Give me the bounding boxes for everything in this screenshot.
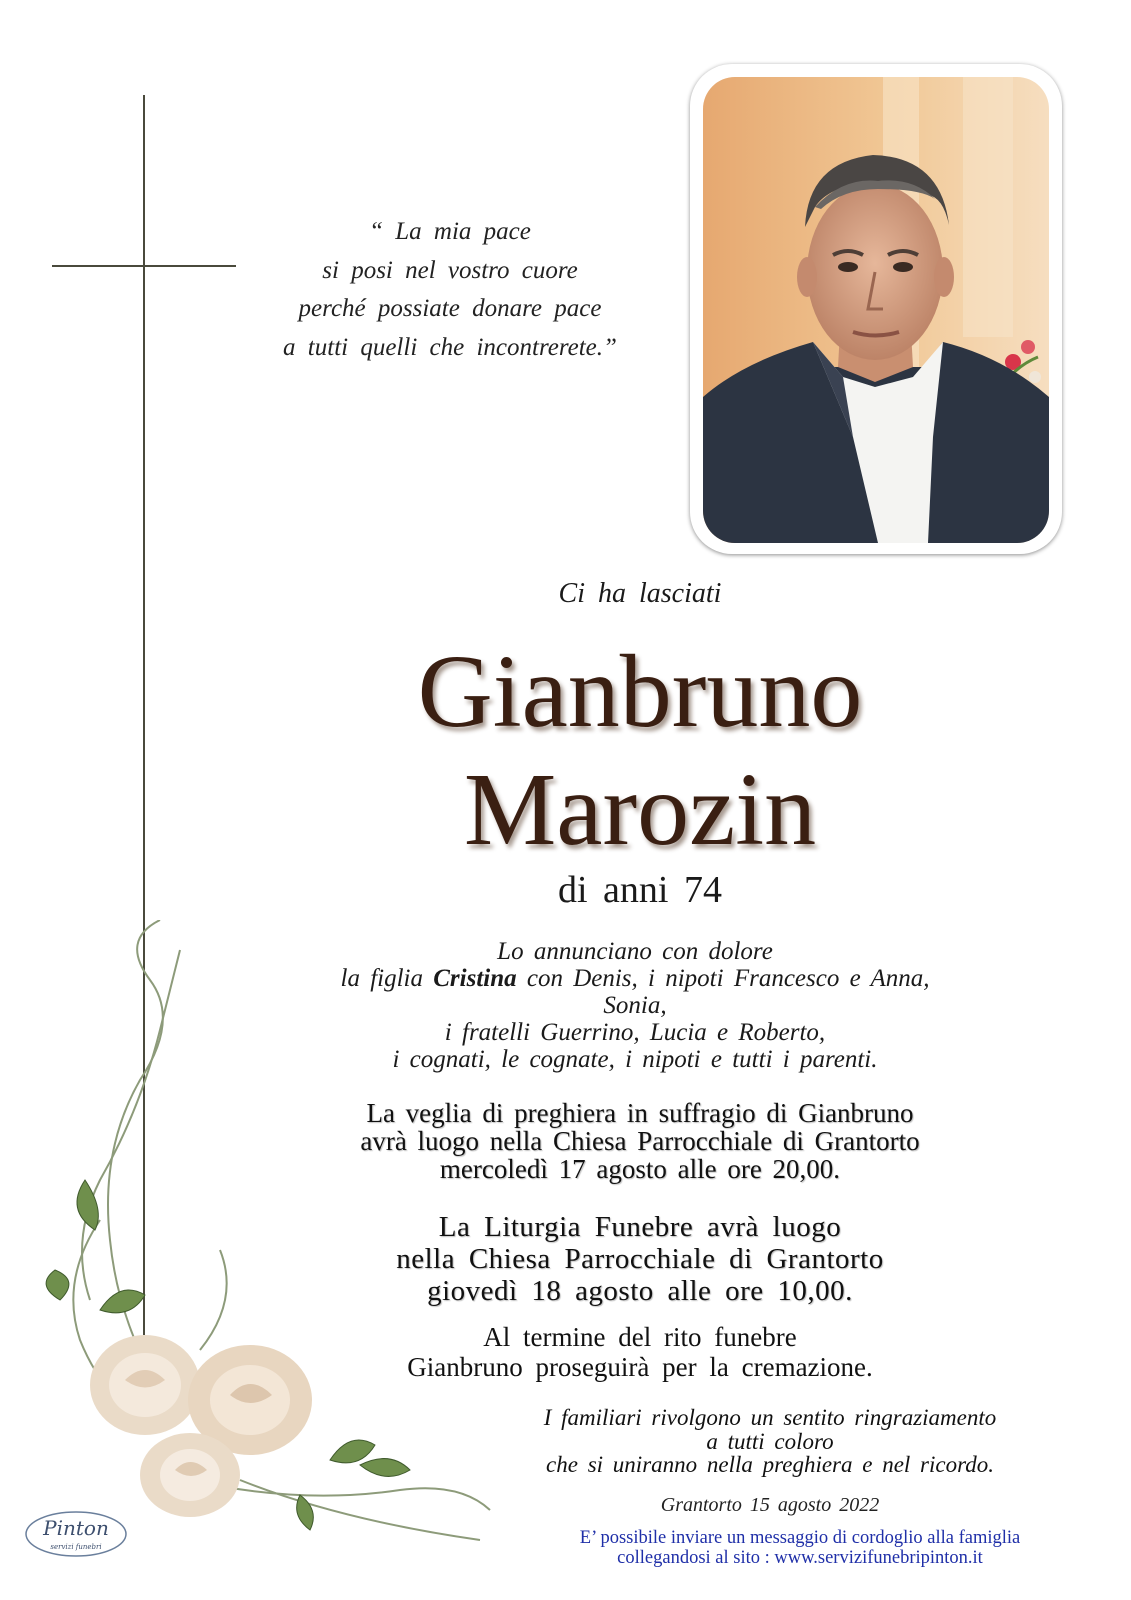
thanks-line: a tutti coloro	[706, 1428, 834, 1454]
announcement-line: Sonia,	[603, 992, 667, 1019]
after-line: Gianbruno proseguirà per la cremazione.	[407, 1352, 873, 1382]
announcement-daughter-name: Cristina	[433, 965, 517, 992]
rose-decoration	[40, 920, 560, 1580]
vigil-line: avrà luogo nella Chiesa Parrocchiale di Grantorto	[360, 1126, 920, 1156]
last-name: Marozin	[463, 752, 817, 867]
announcement-line: i fratelli Guerrino, Lucia e Roberto,	[444, 1019, 826, 1046]
first-name: Gianbruno	[417, 634, 863, 749]
funeral-line: giovedì 18 agosto alle ore 10,00.	[427, 1275, 853, 1307]
condolence-notice	[520, 1528, 1080, 1568]
announcement-text: con Denis, i nipoti Francesco e Anna,	[516, 965, 930, 992]
funeral-line: La Liturgia Funebre avrà luogo	[438, 1211, 842, 1243]
funeral-line: nella Chiesa Parrocchiale di Grantorto	[396, 1243, 884, 1275]
condolence-line: E’ possibile inviare un messaggio di cordoglio alla famiglia	[579, 1528, 1021, 1548]
place-date: Grantorto 15 agosto 2022	[660, 1494, 880, 1516]
announcement-text: la figlia	[340, 965, 434, 992]
vigil-line: mercoledì 17 agosto alle ore 20,00.	[439, 1154, 841, 1184]
announcement-line: Lo annunciano con dolore	[497, 938, 773, 965]
vigil-line: La veglia di preghiera in suffragio di Gianbruno	[366, 1098, 914, 1128]
cross-horizontal-bar	[52, 265, 236, 267]
quote-line: “ La mia pace	[369, 218, 531, 245]
pinton-logo	[22, 1508, 130, 1560]
thanks-line: I familiari rivolgono un sentito ringraziamento	[543, 1405, 997, 1430]
quote-line: perché possiate donare pace	[298, 295, 602, 322]
thanks-block	[470, 1406, 1070, 1477]
thanks-line: che si uniranno nella preghiera e nel ricordo.	[546, 1452, 994, 1477]
intro-text: Ci ha lasciati	[558, 578, 722, 609]
after-line: Al termine del rito funebre	[483, 1322, 797, 1352]
announcement-line: i cognati, le cognate, i nipoti e tutti i parenti.	[392, 1046, 878, 1073]
logo-name: Pinton	[43, 1516, 109, 1540]
age-text: di anni 74	[558, 869, 722, 911]
logo-tagline: servizi funebri	[50, 1543, 102, 1551]
quote-line: si posi nel vostro cuore	[322, 256, 578, 284]
portrait-photo	[703, 77, 1049, 543]
quote-block	[230, 213, 670, 367]
quote-line: a tutti quelli che incontrerete.”	[283, 333, 617, 361]
condolence-link[interactable]: collegandosi al sito : www.servizifunebripinton.it	[617, 1548, 983, 1568]
portrait-illustration	[703, 77, 1049, 543]
